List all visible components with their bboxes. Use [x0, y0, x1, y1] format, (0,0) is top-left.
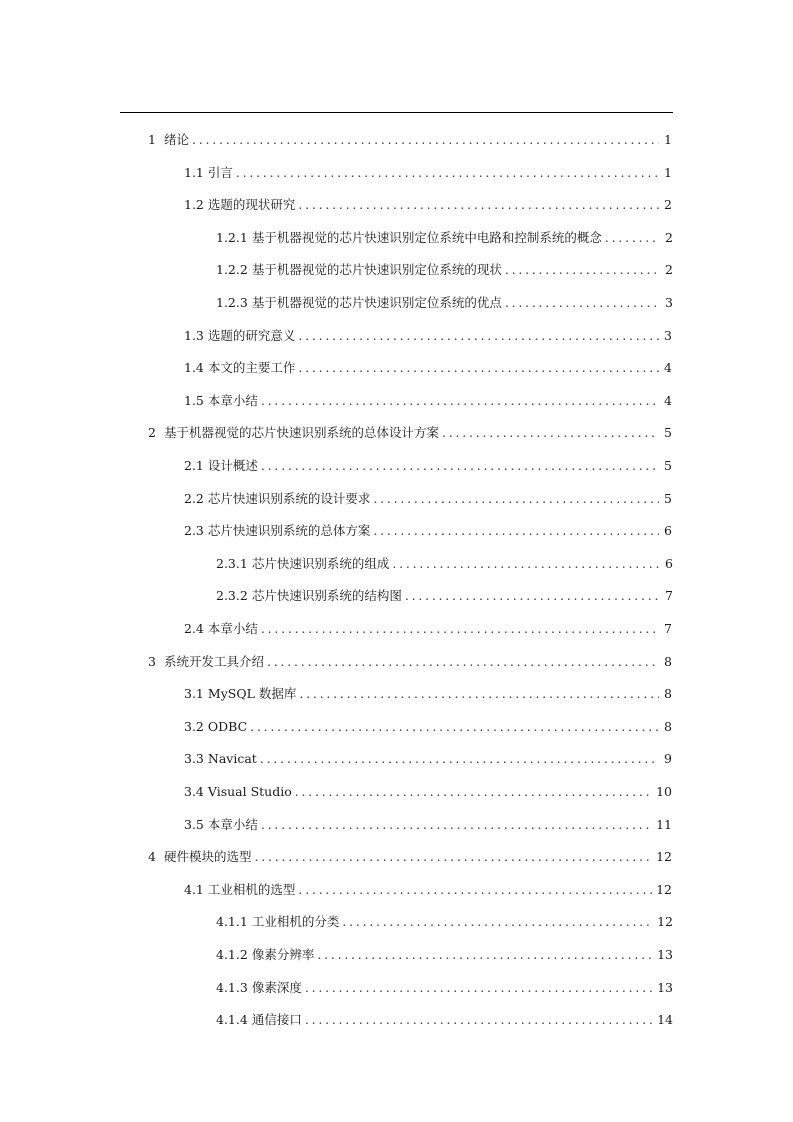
toc-dot-leader	[261, 391, 659, 411]
header-rule	[120, 112, 673, 113]
toc-entry[interactable]	[216, 945, 673, 965]
toc-entry-page-number: 12	[656, 881, 672, 897]
toc-dot-leader	[261, 456, 659, 476]
toc-dot-leader	[298, 880, 653, 900]
toc-entry-number: 4.1.3	[216, 979, 248, 995]
toc-dot-leader	[192, 130, 659, 150]
toc-entry-number: 3	[148, 653, 156, 669]
toc-entry-number: 1.2.3	[216, 295, 248, 310]
toc-dot-leader	[342, 912, 654, 932]
toc-entry-number: 2.4	[184, 621, 204, 636]
toc-entry-number: 3.2	[184, 718, 204, 734]
toc-entry-title: ODBC	[207, 718, 248, 734]
toc-entry[interactable]	[148, 130, 672, 150]
toc-dot-leader	[605, 228, 660, 248]
toc-entry-page-number: 11	[656, 816, 672, 832]
toc-entry-page-number: 7	[664, 621, 672, 636]
toc-entry[interactable]	[184, 358, 672, 378]
toc-entry-title: 基于机器视觉的芯片快速识别定位系统的优点	[251, 295, 502, 310]
toc-entry-page-number: 4	[664, 360, 672, 376]
toc-entry-page-number: 12	[656, 849, 672, 865]
toc-dot-leader	[373, 489, 659, 509]
toc-entry[interactable]	[216, 260, 673, 280]
toc-entry[interactable]	[216, 293, 673, 313]
toc-entry[interactable]	[184, 489, 672, 509]
toc-entry[interactable]	[184, 717, 672, 737]
toc-dot-leader	[305, 978, 654, 998]
toc-entry-number: 1.5	[184, 392, 204, 408]
toc-entry-number: 3.3	[184, 751, 204, 767]
toc-entry-page-number: 10	[656, 784, 672, 799]
toc-entry-title: 工业相机的选型	[207, 881, 296, 897]
toc-entry-page-number: 6	[664, 523, 672, 539]
toc-entry-page-number: 12	[657, 914, 673, 930]
toc-entry[interactable]	[184, 163, 672, 183]
toc-dot-leader	[236, 163, 659, 183]
toc-entry-title: 本章小结	[207, 816, 258, 832]
toc-dot-leader	[261, 815, 653, 835]
toc-dot-leader	[298, 195, 659, 215]
toc-entry-number: 1.2.2	[216, 262, 248, 278]
toc-entry[interactable]	[184, 815, 672, 835]
toc-entry-title: MySQL 数据库	[207, 686, 297, 702]
toc-entry-page-number: 4	[664, 392, 672, 408]
toc-entry-number: 2.1	[184, 458, 204, 473]
toc-entry[interactable]	[148, 423, 672, 443]
toc-dot-leader	[373, 521, 659, 541]
toc-entry-number: 3.1	[184, 686, 204, 702]
toc-entry[interactable]	[184, 521, 672, 541]
toc-entry[interactable]	[216, 554, 673, 574]
toc-entry-title: 像素分辨率	[251, 947, 315, 962]
toc-entry-page-number: 8	[664, 653, 672, 669]
toc-entry-number: 1.2.1	[216, 229, 248, 245]
toc-entry-page-number: 13	[657, 947, 673, 962]
toc-entry-title: 芯片快速识别系统的组成	[251, 555, 390, 571]
toc-dot-leader	[505, 293, 660, 313]
toc-entry-title: 设计概述	[207, 458, 258, 473]
toc-entry[interactable]	[148, 652, 672, 672]
toc-entry-number: 2	[148, 425, 156, 441]
toc-entry-number: 4.1	[184, 881, 204, 897]
toc-dot-leader	[442, 423, 659, 443]
toc-entry-number: 2.3.1	[216, 555, 248, 571]
toc-entry[interactable]	[216, 978, 673, 998]
toc-entry-page-number: 8	[664, 718, 672, 734]
toc-entry-number: 1.3	[184, 327, 204, 343]
toc-entry-title: 本文的主要工作	[207, 360, 296, 376]
toc-entry-title: Navicat	[207, 751, 257, 767]
toc-entry-number: 3.5	[184, 816, 204, 832]
toc-entry[interactable]	[184, 195, 672, 215]
toc-entry-number: 4.1.2	[216, 947, 248, 962]
toc-entry-title: 基于机器视觉的芯片快速识别系统的总体设计方案	[163, 425, 439, 441]
toc-entry-page-number: 6	[665, 555, 673, 571]
toc-entry-page-number: 5	[664, 490, 672, 506]
toc-entry-title: 工业相机的分类	[251, 914, 340, 930]
toc-entry-page-number: 1	[664, 164, 672, 180]
toc-entry-page-number: 2	[665, 262, 673, 278]
toc-entry-number: 2.3	[184, 523, 204, 539]
toc-entry-page-number: 7	[665, 588, 673, 604]
toc-entry-page-number: 13	[657, 979, 673, 995]
toc-entry-title: 硬件模块的选型	[163, 849, 252, 865]
toc-entry-title: 芯片快速识别系统的总体方案	[207, 523, 371, 539]
toc-entry-number: 2.3.2	[216, 588, 248, 604]
toc-dot-leader	[298, 358, 659, 378]
toc-entry-title: 引言	[207, 164, 233, 180]
toc-entry-page-number: 3	[665, 295, 673, 310]
toc-entry-page-number: 14	[657, 1012, 673, 1028]
toc-dot-leader	[250, 717, 659, 737]
toc-entry-title: 系统开发工具介绍	[163, 653, 264, 669]
toc-entry-title: Visual Studio	[207, 784, 292, 799]
toc-entry-number: 1.4	[184, 360, 204, 376]
toc-entry-number: 1.2	[184, 197, 204, 213]
toc-entry-page-number: 2	[664, 197, 672, 213]
toc-entry-title: 芯片快速识别系统的设计要求	[207, 490, 371, 506]
toc-entry-number: 4.1.1	[216, 914, 248, 930]
toc-entry-title: 基于机器视觉的芯片快速识别定位系统中电路和控制系统的概念	[251, 229, 602, 245]
toc-dot-leader	[267, 652, 659, 672]
toc-entry-number: 4.1.4	[216, 1012, 248, 1028]
toc-entry[interactable]	[216, 1010, 673, 1030]
toc-dot-leader	[260, 749, 659, 769]
toc-entry-title: 芯片快速识别系统的结构图	[251, 588, 402, 604]
toc-entry-number: 1.1	[184, 164, 204, 180]
toc-entry-page-number: 3	[664, 327, 672, 343]
toc-entry[interactable]	[184, 456, 672, 476]
toc-entry-number: 1	[148, 132, 156, 147]
toc-dot-leader	[505, 260, 660, 280]
toc-entry-number: 2.2	[184, 490, 204, 506]
toc-entry-title: 基于机器视觉的芯片快速识别定位系统的现状	[251, 262, 502, 278]
toc-entry[interactable]	[184, 326, 672, 346]
toc-entry[interactable]	[184, 782, 672, 802]
toc-dot-leader	[261, 619, 659, 639]
toc-entry[interactable]	[184, 880, 672, 900]
toc-entry[interactable]	[216, 228, 673, 248]
toc-dot-leader	[405, 586, 660, 606]
toc-entry[interactable]	[216, 912, 673, 932]
toc-entry[interactable]	[184, 684, 672, 704]
toc-entry-title: 选题的研究意义	[207, 327, 296, 343]
toc-entry[interactable]	[184, 749, 672, 769]
toc-dot-leader	[298, 326, 659, 346]
toc-entry-title: 本章小结	[207, 621, 258, 636]
toc-entry-page-number: 5	[664, 425, 672, 441]
toc-entry-page-number: 9	[664, 751, 672, 767]
toc-entry[interactable]	[148, 847, 672, 867]
toc-dot-leader	[295, 782, 653, 802]
toc-dot-leader	[317, 945, 654, 965]
toc-dot-leader	[299, 684, 659, 704]
toc-dot-leader	[305, 1010, 654, 1030]
toc-entry-page-number: 8	[664, 686, 672, 702]
toc-dot-leader	[392, 554, 660, 574]
toc-entry[interactable]	[184, 619, 672, 639]
toc-entry-title: 本章小结	[207, 392, 258, 408]
toc-entry-title: 选题的现状研究	[207, 197, 296, 213]
toc-entry-title: 绪论	[163, 132, 189, 147]
toc-entry-page-number: 1	[664, 132, 672, 147]
toc-entry-title: 像素深度	[251, 979, 302, 995]
toc-entry-page-number: 2	[665, 229, 673, 245]
toc-entry-title: 通信接口	[251, 1012, 302, 1028]
toc-entry-page-number: 5	[664, 458, 672, 473]
toc-entry[interactable]	[184, 391, 672, 411]
toc-entry[interactable]	[216, 586, 673, 606]
toc-dot-leader	[254, 847, 653, 867]
toc-entry-number: 4	[148, 849, 156, 865]
toc-entry-number: 3.4	[184, 784, 204, 799]
